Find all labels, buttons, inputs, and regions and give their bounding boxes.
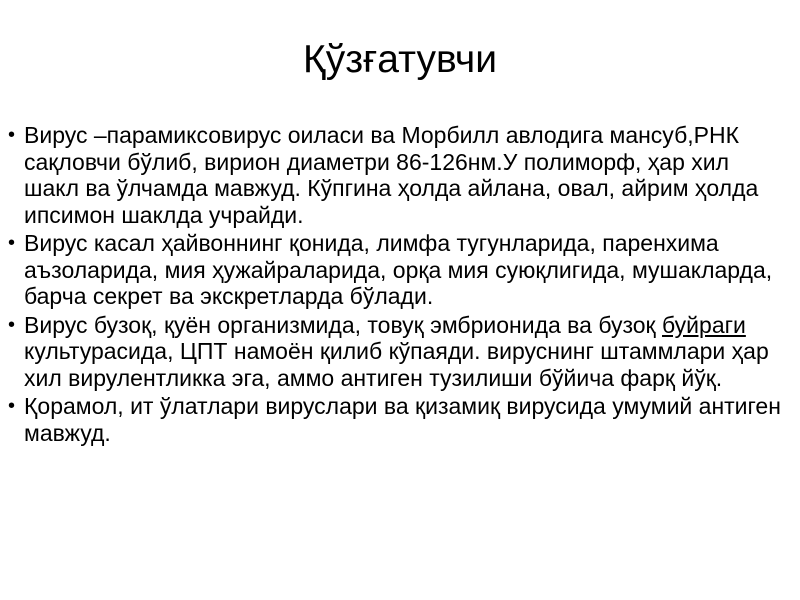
bullet-item: [8, 312, 788, 392]
bullet-text: Вирус –парамиксовирус оиласи ва Морбилл авлодига мансуб,РНК сақловчи бўлиб, вирион диаметри 86-126нм.У полиморф, ҳар хил шакл ва ўлчамда мавжуд. Кўпгина ҳолда айлана, овал, айрим ҳолда ипсимон шаклда учрайди.: [24, 122, 759, 228]
bullet-text: Қорамол, ит ўлатлари вируслари ва қизамиқ вирусида умумий антиген мавжуд.: [24, 393, 781, 446]
underlined-word: буйраги: [662, 311, 746, 338]
bullet-dot-icon: •: [8, 313, 16, 336]
bullet-dot-icon: •: [8, 124, 16, 146]
bullet-item: [8, 393, 788, 446]
bullet-dot-icon: •: [8, 395, 16, 417]
bullet-item: [8, 122, 788, 228]
bullet-text-after: культурасида, ЦПТ намоён қилиб кўпаяди. вируснинг штаммлари ҳар хил вирулентликка эга, аммо антиген тузилиши бўйича фарқ йўқ.: [24, 338, 769, 391]
bullet-dot-icon: •: [8, 232, 16, 254]
bullet-list: [8, 122, 788, 448]
bullet-item: [8, 230, 788, 310]
bullet-text-before: Вирус бузоқ, қуён организмида, товуқ эмбрионида ва бузоқ: [24, 311, 663, 338]
slide-title: Қўзғатувчи: [302, 38, 498, 81]
bullet-text: Вирус касал ҳайвоннинг қонида, лимфа тугунларида, паренхима аъзоларида, мия ҳужайраларида, орқа мия суюқлигида, мушакларда, барча секрет ва экскретларда бўлади.: [24, 230, 773, 309]
